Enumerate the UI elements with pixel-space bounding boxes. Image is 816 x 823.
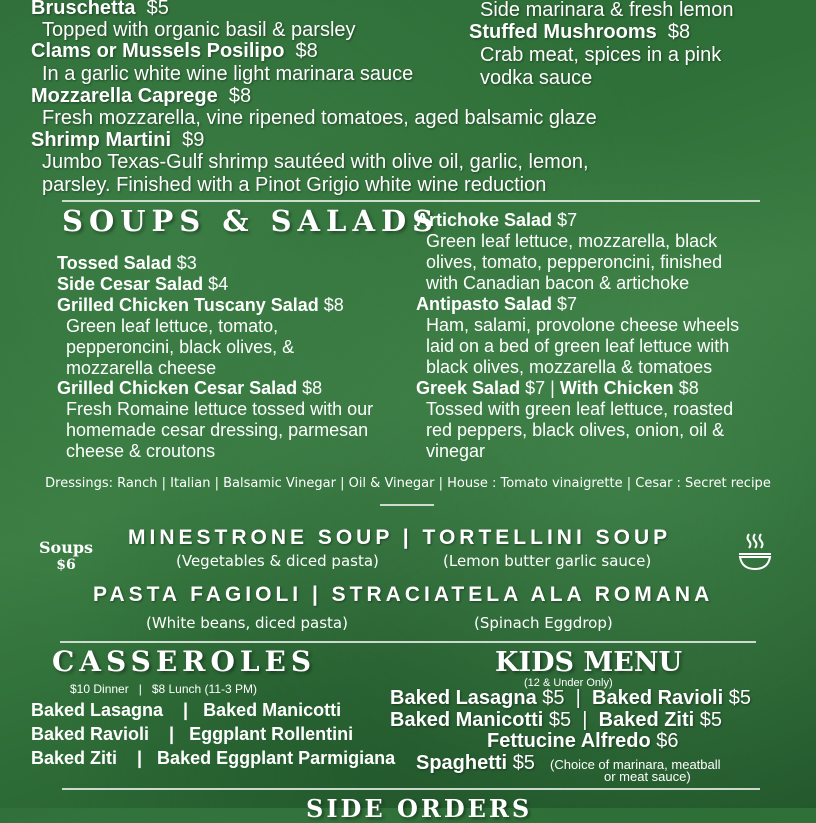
section-title-side-orders: SIDE ORDERS [306,794,533,823]
menu-item-greek-salad: Greek Salad $7 | With Chicken $8 [416,378,699,398]
menu-item-grilled-chicken-cesar: Grilled Chicken Cesar Salad $8 [57,378,323,398]
menu-item-shrimp-martini: Shrimp Martini $9 [31,129,205,151]
menu-item-grilled-chicken-tuscany: Grilled Chicken Tuscany Salad $8 [57,295,344,315]
item-description: Fresh Romaine lettuce tossed with our homemade cesar dressing, parmesan cheese & croutons [66,399,374,461]
item-description: vodka sauce [480,67,593,89]
casserole-row: Baked Ziti | Baked Eggplant Parmigiana [31,748,396,768]
kids-spaghetti-note: (Choice of marinara, meatball [550,757,721,772]
casserole-row: Baked Lasagna | Baked Manicotti [31,700,342,720]
section-title-soups-salads: SOUPS & SALADS [62,204,440,238]
section-divider [62,200,760,202]
section-divider [62,788,760,790]
item-description: Jumbo Texas-Gulf shrimp sautéed with olive oil, garlic, lemon, [42,151,589,173]
dressings-list: Dressings: Ranch | Italian | Balsamic Vinegar | Oil & Vinegar | House : Tomato vinaigrette | Cesar : Secret recipe [45,476,771,491]
kids-row-2: Baked Manicotti $5 | Baked Ziti $5 [390,709,723,731]
item-description: In a garlic white wine light marinara sauce [42,63,414,85]
menu-item-artichoke-salad: Artichoke Salad $7 [416,210,578,230]
casserole-row: Baked Ravioli | Eggplant Rollentini [31,724,354,744]
menu-item-mozzarella-caprege: Mozzarella Caprege $8 [31,85,252,107]
menu-item-stuffed-mushrooms: Stuffed Mushrooms $8 [469,21,691,43]
soups-row-1: MINESTRONE SOUP | TORTELLINI SOUP [128,526,672,549]
short-divider [380,504,434,506]
soup-note: (Lemon butter garlic sauce) [443,552,652,570]
item-description: Tossed with green leaf lettuce, roasted red peppers, black olives, onion, oil & vinegar [426,399,734,461]
kids-row-4: Spaghetti $5 [416,752,535,774]
section-title-kids-menu: KIDS MENU [495,647,683,678]
soup-note: (Vegetables & diced pasta) [176,552,379,570]
menu-item-bruschetta: Bruschetta $5 [31,0,169,19]
item-description: Ham, salami, provolone cheese wheels laid on a bed of green leaf lettuce with black olives, mozzarella & tomatoes [426,315,740,377]
casseroles-pricing: $10 Dinner | $8 Lunch (11-3 PM) [70,682,257,696]
section-title-casseroles: CASSEROLES [52,645,317,678]
soup-note: (White beans, diced pasta) [146,614,348,632]
item-description: Crab meat, spices in a pink [480,44,722,66]
item-description: Topped with organic basil & parsley [42,19,356,41]
item-description: Fresh mozzarella, vine ripened tomatoes, aged balsamic glaze [42,107,597,129]
section-divider [60,641,756,643]
kids-spaghetti-note: or meat sauce) [604,769,691,784]
kids-row-3: Fettucine Alfredo $6 [487,730,679,752]
menu-item-clams-mussels: Clams or Mussels Posilipo $8 [31,40,318,62]
item-description: parsley. Finished with a Pinot Grigio white wine reduction [42,174,547,196]
kids-age-note: (12 & Under Only) [524,677,613,689]
item-description: Side marinara & fresh lemon [480,0,734,21]
soup-bowl-icon [735,531,775,573]
menu-item-side-cesar-salad: Side Cesar Salad $4 [57,274,229,294]
soups-row-2: PASTA FAGIOLI | STRACIATELA ALA ROMANA [93,583,714,606]
item-description: Green leaf lettuce, tomato, pepperoncini, black olives, & mozzarella cheese [66,316,295,378]
kids-row-1: Baked Lasagna $5 | Baked Ravioli $5 [390,687,751,709]
item-description: Green leaf lettuce, mozzarella, black olives, tomato, pepperoncini, finished with Canadian bacon & artichoke [426,231,723,293]
menu-item-antipasto-salad: Antipasto Salad $7 [416,294,578,314]
menu-item-tossed-salad: Tossed Salad $3 [57,253,197,273]
soup-note: (Spinach Eggdrop) [474,614,613,632]
soups-label: Soups $6 [38,538,94,573]
